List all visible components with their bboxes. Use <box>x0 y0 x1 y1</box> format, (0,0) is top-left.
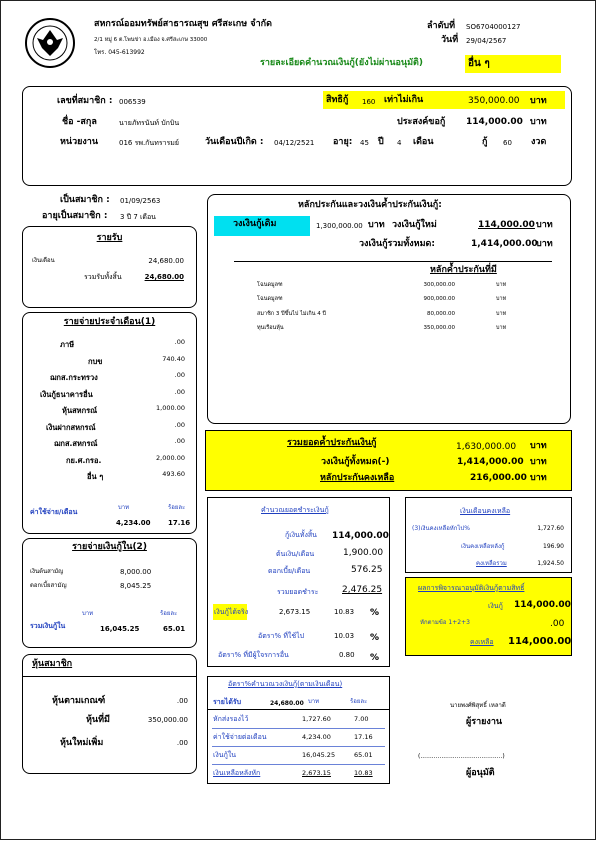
max-baht: บาท <box>530 96 547 106</box>
expense-sum: 4,234.00 <box>116 519 151 527</box>
total-loans-label: วงเงินกู้ทั้งหมด(-) <box>321 457 390 467</box>
shares-new-value: .00 <box>176 739 188 747</box>
right-value: 160 <box>362 98 376 106</box>
seq-label: ลำดับที่ <box>427 21 456 31</box>
guarantee-row-unit: บาท <box>496 296 507 302</box>
expense-row-value: .00 <box>174 371 185 379</box>
expense-pct-header: ร้อยละ <box>168 504 186 511</box>
member-no: 006539 <box>119 98 146 106</box>
shares-req-label: หุ้นตามเกณฑ์ <box>52 696 106 706</box>
remain-r2-value: 196.90 <box>543 543 564 550</box>
expense-row-label: ฌกส.กระทรวง <box>50 373 98 382</box>
expense-row-label: อื่น ๆ <box>87 472 104 481</box>
approver-signature-line: (...........................................) <box>418 753 505 760</box>
income-title: รายรับ <box>96 233 123 243</box>
interest-label: ดอกเบี้ยสามัญ <box>30 582 67 589</box>
net-loan-label: เงินกู้ได้จริง <box>214 608 249 616</box>
ratio-row-pct: 17.16 <box>354 733 373 741</box>
expense-row-label: กบข <box>88 356 103 366</box>
old-loan-value: 1,300,000.00 <box>316 222 363 230</box>
ratio-row-label: หักส่งรองไว้ <box>213 715 249 723</box>
guarantee-row-value: 300,000.00 <box>423 282 455 288</box>
remain-guar-baht: บาท <box>530 473 547 483</box>
total-loans-baht: บาท <box>530 457 547 467</box>
guarantee-row-value: 900,000.00 <box>423 296 455 302</box>
net-loan-value: 2,673.15 <box>279 608 311 616</box>
income-total: 24,680.00 <box>144 273 184 281</box>
principal-value: 8,000.00 <box>120 568 152 576</box>
salary-value: 24,680.00 <box>148 257 184 265</box>
sum-guar-baht: บาท <box>530 441 547 451</box>
old-loan-baht: บาท <box>368 220 385 230</box>
repay-total: 114,000.00 <box>332 531 389 541</box>
remain-guar-label: หลักประกันคงเหลือ <box>320 473 395 483</box>
salary-label: เงินเดือน <box>32 257 55 264</box>
principal-label: เงินต้นสามัญ <box>30 568 64 575</box>
ratio-row-label: ค่าใช้จ่ายต่อเดือน <box>213 733 267 741</box>
other-pct-label: อัตรา% ที่มีผู้ใจรการอื่น <box>218 651 289 659</box>
loan-sum-label: รวมเงินกู้ใน <box>30 622 66 630</box>
shares-title: หุ้นสมาชิก <box>32 659 73 669</box>
date-label: วันที่ <box>441 35 459 45</box>
ratio-row-pct: 7.00 <box>354 715 369 723</box>
shares-new-label: หุ้นใหม่เพิ่ม <box>60 738 104 748</box>
expense-sum-pct: 17.16 <box>168 519 191 527</box>
expense-row-value: .00 <box>174 420 185 429</box>
interest-month: 576.25 <box>351 565 383 575</box>
loan-sum: 16,045.25 <box>100 625 140 633</box>
sum-guar-value: 1,630,000.00 <box>456 442 517 452</box>
guarantee-row-unit: บาท <box>496 325 507 331</box>
total-loan-baht: บาท <box>536 239 553 249</box>
interest-month-label: ดอกเบี้ย/เดือน <box>268 567 311 575</box>
expense-row-value: .00 <box>174 387 185 396</box>
repay-sum-label: รวมยอดชำระ <box>277 588 319 596</box>
ratio-row-label: เงินเหลือหลังหัก <box>213 769 261 777</box>
shares-have-label: หุ้นที่มี <box>86 715 110 725</box>
installment-value: 60 <box>503 139 512 147</box>
age-years-unit: ปี <box>378 137 384 147</box>
right-label: สิทธิกู้ <box>326 95 349 105</box>
guarantee-title: หลักค้ำประกันที่มี <box>430 265 497 275</box>
expense-row-label: เงินฝากสหกรณ์ <box>46 422 96 432</box>
member-name: นายภัทรนันท์ บักบิน <box>119 119 180 127</box>
income-total-label: รวมรับทั้งสิ้น <box>84 273 122 281</box>
approve-loan-value: 114,000.00 <box>514 600 571 610</box>
loan-pct-header: ร้อยละ <box>160 610 178 617</box>
guarantee-row-value: 350,000.00 <box>423 325 455 331</box>
loan-sum-pct: 65.01 <box>163 625 186 633</box>
approve-deduct-value: .00 <box>550 619 565 629</box>
since-value: 01/09/2563 <box>120 197 161 205</box>
collateral-title: หลักประกันและวงเงินค้ำประกันเงินกู้: <box>298 200 442 210</box>
max-label: เท่าไม่เกิน <box>384 95 424 105</box>
ratio-title: อัตรา%คำนวณวงเงินกู้(ตามเงินเดือน) <box>228 680 343 688</box>
expense-row-value: 2,000.00 <box>156 453 185 462</box>
shares-have-value: 350,000.00 <box>147 716 188 724</box>
net-loan-pct-sign: % <box>370 608 380 618</box>
expense-row-label: หุ้นสหกรณ์ <box>62 406 98 415</box>
expense-baht-header: บาท <box>118 504 130 511</box>
shares-box <box>22 654 197 774</box>
expense-row-label: ฌกส.สหกรณ์ <box>54 439 98 448</box>
used-pct-label: อัตรา% ที่ใช้ไป <box>258 632 305 640</box>
shares-req-value: .00 <box>176 697 188 705</box>
ratio-row-divider <box>212 746 385 747</box>
expense-row-value: 493.60 <box>162 470 185 478</box>
other-pct-sign: % <box>370 653 380 663</box>
guarantee-row-label: โฉนดมูลฑ <box>257 296 283 302</box>
new-loan-label: วงเงินกู้ใหม่ <box>392 220 437 230</box>
birth-value: 04/12/2521 <box>274 139 315 147</box>
loan-expense-title: รายจ่ายเงินกู้ใน(2) <box>72 542 147 552</box>
age-label: อายุ: <box>333 137 353 147</box>
ratio-row-value: 2,673.15 <box>302 769 331 777</box>
installment-label: กู้ <box>482 137 488 147</box>
doc-title: รายละเอียดคำนวณเงินกู้(ยังไม่ผ่านอนุมัติ) <box>260 58 423 68</box>
birth-label: วันเดือนปีเกิด : <box>205 137 264 147</box>
expense-row-label: ภาษี <box>60 340 75 349</box>
repay-title: คำนวณยอดชำระเงินกู้ <box>261 506 329 514</box>
remain-r3-value: 1,924.50 <box>537 560 564 567</box>
expense-row-value: 1,000.00 <box>156 404 185 412</box>
sum-guar-label: รวมยอดค้ำประกันเงินกู้ <box>287 438 377 448</box>
ratio-row-pct: 10.83 <box>354 769 373 777</box>
approve-net-value: 114,000.00 <box>508 636 572 647</box>
net-loan-pct: 10.83 <box>334 608 355 616</box>
expense-sum-label: ค่าใช้จ่าย/เดือน <box>30 508 78 516</box>
installment-unit: งวด <box>531 137 547 147</box>
old-loan-label: วงเงินกู้เดิม <box>233 219 277 229</box>
remain-r2-label: เงินคงเหลือหลังกู้ <box>461 543 505 550</box>
ratio-row-divider <box>212 728 385 729</box>
expense-title: รายจ่ายประจำเดือน(1) <box>63 317 156 327</box>
remain-guar-value: 216,000.00 <box>470 473 527 483</box>
ratio-pct-header: ร้อยละ <box>350 698 368 705</box>
expense-row-label: เงินกู้ธนาคารอื่น <box>40 389 93 399</box>
ratio-box <box>207 676 390 784</box>
loan-type: อื่น ๆ <box>468 58 490 69</box>
remain-r3-label: คงเหลือรวม <box>476 560 507 567</box>
ratio-row-value: 4,234.00 <box>302 733 331 741</box>
org-logo <box>25 18 75 68</box>
age-years: 45 <box>360 139 369 147</box>
ratio-row-value: 16,045.25 <box>302 751 336 759</box>
guarantee-row-label: สมาชิก 3 ปีขึ้นไป ไม่เกิน 4 ปี <box>257 311 326 317</box>
guarantee-row-label: โฉนดมูลฑ <box>257 282 283 288</box>
ratio-row-value: 1,727.60 <box>302 715 331 723</box>
other-pct-value: 0.80 <box>339 651 355 659</box>
repayment-box <box>207 497 390 667</box>
purpose-label: ประสงค์ขอกู้ <box>397 117 446 127</box>
org-phone: โทร. 045-613992 <box>94 49 145 56</box>
principal-month-label: ต้นเงิน/เดือน <box>276 550 315 558</box>
interest-value: 8,045.25 <box>120 582 152 590</box>
membership-age: 3 ปี 7 เดือน <box>120 213 156 221</box>
repay-sum: 2,476.25 <box>342 585 383 595</box>
expense-row-value: 740.40 <box>162 354 185 363</box>
total-loans-value: 1,414,000.00 <box>457 457 524 467</box>
ratio-row-pct: 65.01 <box>354 751 373 759</box>
approver-role: ผู้อนุมัติ <box>466 768 495 778</box>
seq-number: SO6704000127 <box>466 23 521 31</box>
doc-date: 29/04/2567 <box>466 37 507 45</box>
remain-title: เงินเดือนคงเหลือ <box>460 507 511 515</box>
used-pct-value: 10.03 <box>334 632 355 640</box>
ratio-row-divider <box>212 764 385 765</box>
unit-label: หน่วยงาน <box>60 137 99 147</box>
org-name: สหกรณ์ออมทรัพย์สาธารณสุข ศรีสะเกษ จำกัด <box>94 19 272 29</box>
guarantee-row-unit: บาท <box>496 282 507 288</box>
approve-loan-label: เงินกู้ <box>488 602 503 610</box>
member-no-label: เลขที่สมาชิก : <box>57 96 113 106</box>
purpose-value: 114,000.00 <box>466 117 523 127</box>
ratio-row-label: เงินกู้ใน <box>213 751 237 759</box>
since-label: เป็นสมาชิก : <box>60 195 110 205</box>
age-months: 4 <box>397 139 402 147</box>
unit-value: 016 รพ.กันทรารมย์ <box>119 139 179 147</box>
guarantee-row-unit: บาท <box>496 311 507 317</box>
ratio-income: 24,680.00 <box>270 700 304 707</box>
remain-r1-value: 1,727.60 <box>537 525 564 532</box>
ratio-baht-header: บาท <box>308 698 320 705</box>
org-address: 2/1 หมู่ 6 ต.โพนข่า อ.เมือง จ.ศรีสะเกษ 33000 <box>94 37 208 43</box>
reporter-name: นายพงศ์พิสุทธิ์ เหลาดี <box>450 702 506 709</box>
total-loan-value: 1,414,000.00 <box>471 239 538 249</box>
age-months-unit: เดือน <box>413 137 434 147</box>
approve-deduct-label: หักตามข้อ 1+2+3 <box>420 619 470 626</box>
name-label: ชื่อ -สกุล <box>62 117 97 127</box>
repay-total-label: กู้เงินทั้งสิ้น <box>285 531 317 539</box>
total-loan-label: วงเงินกู้รวมทั้งหมด: <box>359 239 435 249</box>
new-loan-baht: บาท <box>536 220 553 230</box>
purpose-baht: บาท <box>530 117 547 127</box>
remain-r1-label: (3)เงินคงเหลือหักไป% <box>412 525 470 532</box>
reporter-role: ผู้รายงาน <box>466 717 503 727</box>
ratio-income-label: รายได้รับ <box>213 698 242 706</box>
max-value: 350,000.00 <box>468 96 520 106</box>
approve-net-label: คงเหลือ <box>470 638 494 646</box>
guarantee-row-label: ทุนเรือนหุ้น <box>257 325 284 331</box>
membership-age-label: อายุเป็นสมาชิก : <box>42 211 108 221</box>
expense-row-label: กย.ศ.กรอ. <box>66 455 102 465</box>
approve-title: ผลการพิจารณาอนุมัติเงินกู้ตามสิทธิ์ <box>418 584 525 592</box>
new-loan-value: 114,000.00 <box>478 220 535 230</box>
expense-row-value: .00 <box>174 338 185 346</box>
right-highlight <box>323 91 565 109</box>
expense-row-value: .00 <box>174 437 185 445</box>
guarantee-row-value: 80,000.00 <box>427 311 455 317</box>
principal-month: 1,900.00 <box>343 548 384 558</box>
loan-baht-header: บาท <box>82 610 94 617</box>
used-pct-sign: % <box>370 633 380 643</box>
